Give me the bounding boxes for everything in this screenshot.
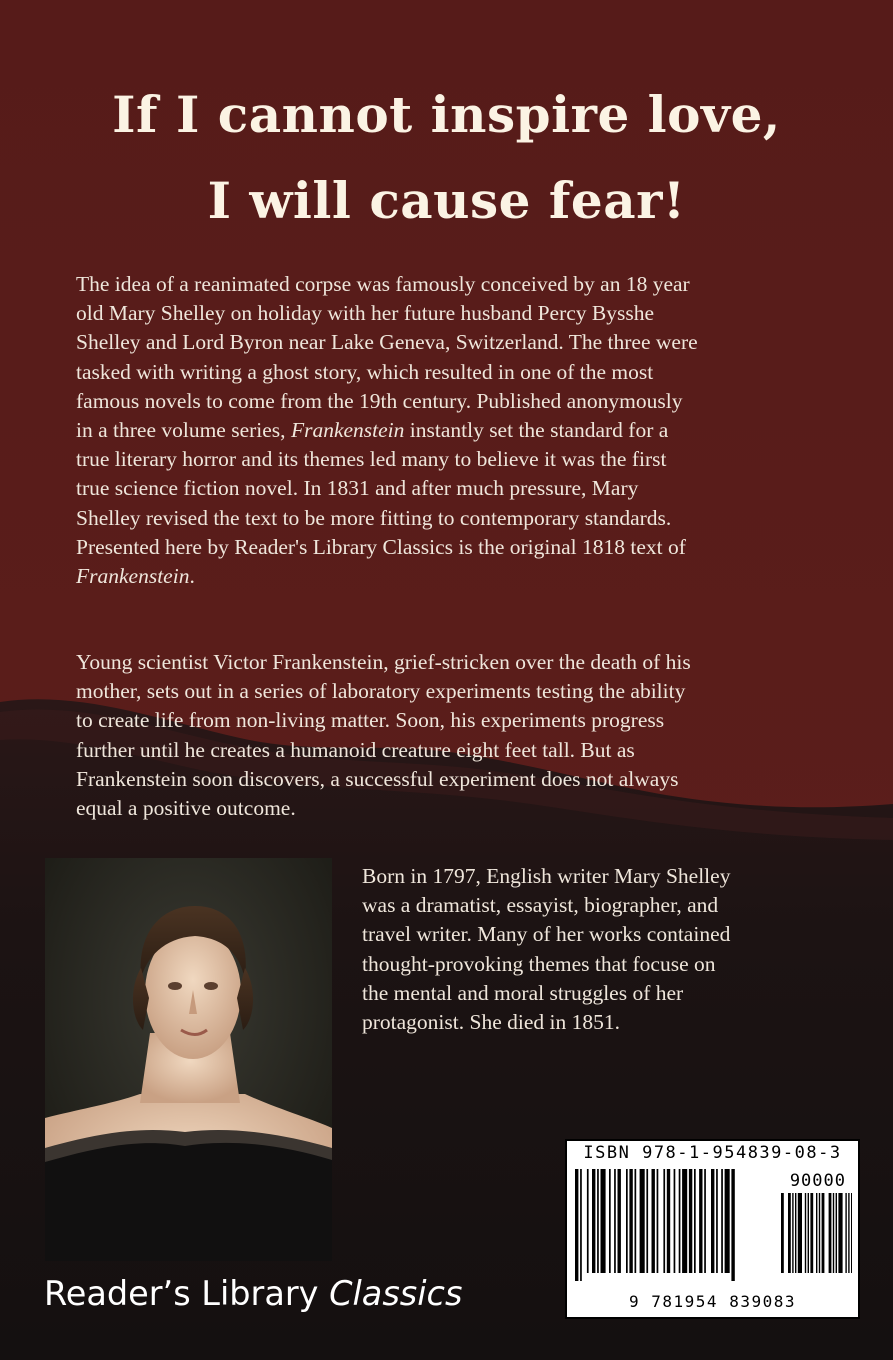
barcode-bar xyxy=(731,1169,734,1281)
brand-name: Reader’s Library xyxy=(44,1274,330,1313)
blurb-line: equal a positive outcome. xyxy=(76,796,296,821)
barcode-bar xyxy=(597,1169,599,1273)
barcode-bar xyxy=(704,1169,706,1273)
bio-line: travel writer. Many of her works contained xyxy=(362,922,731,947)
blurb-text: instantly set the standard for a xyxy=(404,418,669,443)
price-barcode-bar xyxy=(848,1193,849,1273)
barcode-bar xyxy=(663,1169,665,1273)
price-barcode-bar xyxy=(836,1193,837,1273)
publisher-brand xyxy=(44,1268,462,1320)
price-barcode-bar xyxy=(851,1193,852,1273)
blurb-line: Shelley revised the text to be more fitting to contemporary standards. xyxy=(76,505,672,530)
price-barcode-bar xyxy=(838,1193,842,1273)
blurb-line: famous novels to come from the 19th century. Published anonymously xyxy=(76,388,683,413)
blurb-line: to create life from non-living matter. Soon, his experiments progress xyxy=(76,708,665,733)
barcode-bar xyxy=(640,1169,645,1273)
barcode-bar xyxy=(682,1169,687,1273)
barcode-bar xyxy=(674,1169,676,1273)
blurb-line: Frankenstein soon discovers, a successful experiment does not always xyxy=(76,766,679,791)
price-barcode-bar xyxy=(788,1193,791,1273)
blurb-line: further until he creates a humanoid creature eight feet tall. But as xyxy=(76,737,635,762)
price-barcode-bar xyxy=(845,1193,846,1273)
barcode-digits: 9 781954 839083 xyxy=(629,1292,796,1311)
bio-line: thought-provoking themes that focuse on xyxy=(362,951,716,976)
isbn-barcode xyxy=(565,1139,860,1319)
price-barcode-bar xyxy=(810,1193,813,1273)
blurb-line: Shelley and Lord Byron near Lake Geneva, Switzerland. The three were xyxy=(76,330,698,355)
barcode-bar xyxy=(652,1169,655,1273)
barcode-bar xyxy=(609,1169,611,1273)
price-barcode-bar xyxy=(819,1193,820,1273)
blurb-line: The idea of a reanimated corpse was famously conceived by an 18 year xyxy=(76,272,690,296)
bio-line: the mental and moral struggles of her xyxy=(362,980,684,1005)
barcode-bar xyxy=(635,1169,637,1273)
price-barcode-bar xyxy=(805,1193,806,1273)
blurb-line: tasked with writing a ghost story, which resulted in one of the most xyxy=(76,359,654,384)
price-barcode-bar xyxy=(795,1193,796,1273)
blurb-line: Presented here by Reader's Library Classics is the original 1818 text of xyxy=(76,534,686,559)
book-title-italic: Frankenstein xyxy=(76,564,190,589)
bio-line: was a dramatist, essayist, biographer, and xyxy=(362,893,719,918)
barcode-bar xyxy=(721,1169,723,1273)
barcode-bar xyxy=(699,1169,702,1273)
barcode-bar xyxy=(629,1169,632,1273)
barcode-bar xyxy=(580,1169,582,1281)
barcode-bar xyxy=(716,1169,718,1273)
author-bio xyxy=(362,862,852,1037)
price-barcode-bar xyxy=(792,1193,793,1273)
book-title-italic: Frankenstein xyxy=(290,418,405,443)
brand-name-italic: Classics xyxy=(329,1274,463,1313)
author-portrait xyxy=(45,858,332,1261)
blurb-line: old Mary Shelley on holiday with her future husband Percy Bysshe xyxy=(76,301,655,326)
blurb-text: in a three volume series, xyxy=(76,418,291,443)
price-barcode-bar xyxy=(833,1193,834,1273)
blurb-line: true science fiction novel. In 1831 and after much pressure, Mary xyxy=(76,476,639,501)
bio-line: Born in 1797, English writer Mary Shelley xyxy=(362,864,731,888)
price-barcode-bar xyxy=(829,1193,832,1273)
blurb-text: . xyxy=(189,564,195,589)
blurb-line: true literary horror and its themes led many to believe it was the first xyxy=(76,447,667,472)
barcode-bar xyxy=(592,1169,595,1273)
blurb-line: Young scientist Victor Frankenstein, grief-stricken over the death of his xyxy=(76,650,691,674)
headline-line-1: If I cannot inspire love, xyxy=(112,85,781,144)
blurb-paragraph-2 xyxy=(76,648,818,823)
barcode-bar xyxy=(646,1169,648,1273)
portrait-illustration xyxy=(45,858,332,1261)
barcode-bar xyxy=(618,1169,621,1273)
barcode-bar xyxy=(657,1169,659,1273)
barcode-bar xyxy=(667,1169,670,1273)
barcode-bar xyxy=(711,1169,714,1273)
barcode-bar xyxy=(679,1169,681,1273)
headline-line-2: I will cause fear! xyxy=(207,171,686,230)
cover-quote-headline xyxy=(0,72,893,244)
price-barcode-bar xyxy=(822,1193,825,1273)
price-barcode-bar xyxy=(808,1193,809,1273)
barcode-bar xyxy=(614,1169,616,1273)
barcode-bar xyxy=(694,1169,696,1273)
blurb-line xyxy=(76,562,818,591)
price-barcode-bar xyxy=(798,1193,802,1273)
price-barcode-bar xyxy=(781,1193,784,1273)
bio-line: protagonist. She died in 1851. xyxy=(362,1010,620,1035)
price-code: 90000 xyxy=(789,1171,846,1191)
blurb-line: mother, sets out in a series of laboratory experiments testing the ability xyxy=(76,679,686,704)
barcode-bar xyxy=(601,1169,606,1273)
barcode-bar xyxy=(725,1169,730,1273)
isbn-label: ISBN 978-1-954839-08-3 xyxy=(583,1143,842,1163)
barcode-bar xyxy=(575,1169,578,1281)
barcode-bar xyxy=(626,1169,628,1273)
barcode-bar xyxy=(587,1169,589,1273)
barcode-bar xyxy=(689,1169,692,1273)
blurb-paragraph-1 xyxy=(76,270,818,591)
blurb-line xyxy=(76,416,818,445)
price-barcode-bar xyxy=(816,1193,817,1273)
